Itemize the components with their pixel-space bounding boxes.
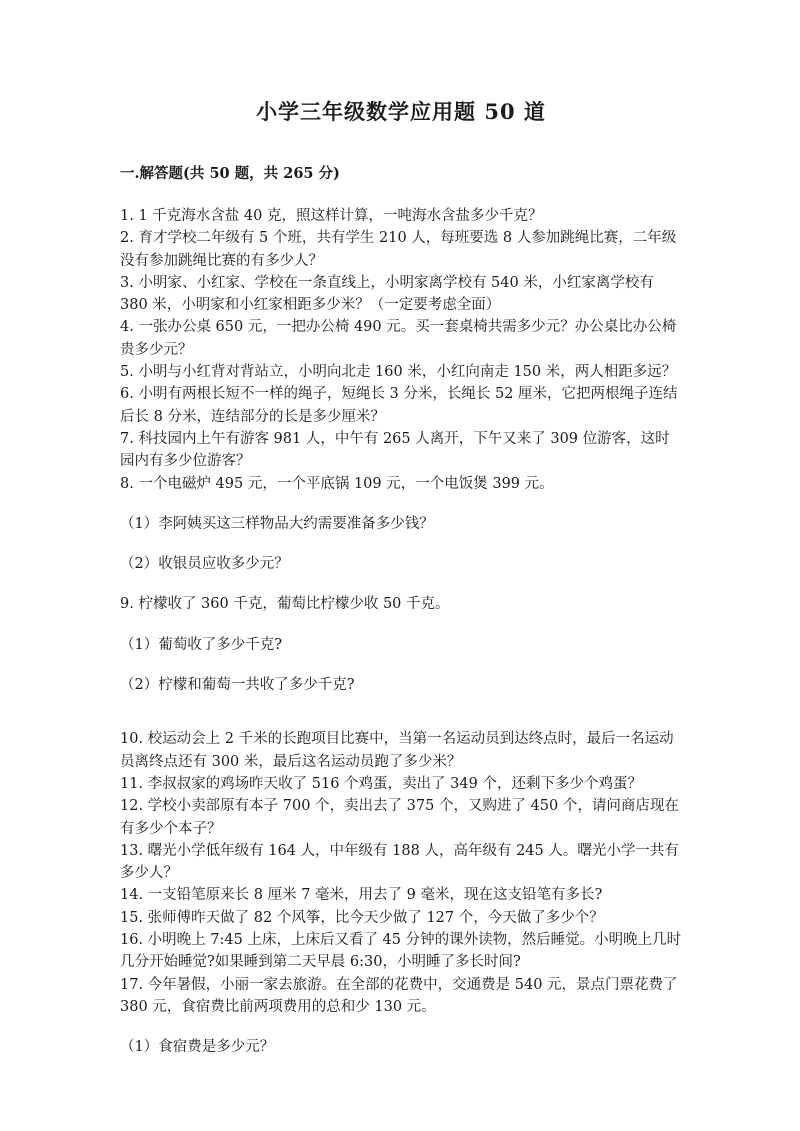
question-13: 13. 曙光小学低年级有 164 人，中年级有 188 人，高年级有 245 人。曙光小学一共有多少人？ <box>120 842 679 882</box>
question-9-part-1: （1）葡萄收了多少千克? <box>120 636 282 653</box>
question-5: 5. 小明与小红背对背站立，小明向北走 160 米，小红向南走 150 米，两人相距多远？ <box>120 364 677 381</box>
question-11: 11. 李叔叔家的鸡场昨天收了 516 个鸡蛋，卖出了 349 个，还剩下多少个鸡蛋？ <box>120 775 642 792</box>
question-16: 16. 小明晚上 7:45 上床，上床后又看了 45 分钟的课外读物，然后睡觉。小明晚上几时几分开始睡觉?如果睡到第二天早晨 6:30，小明睡了多长时间? <box>120 932 682 971</box>
question-10: 10. 校运动会上 2 千米的长跑项目比赛中，当第一名运动员到达终点时，最后一名运动员离终点还有 300 米，最后这名运动员跑了多少米？ <box>120 731 674 770</box>
question-1: 1. 1 千克海水含盐 40 克，照这样计算，一吨海水含盐多少千克？ <box>120 208 543 224</box>
question-8-part-1: （1）李阿姨买这三样物品大约需要准备多少钱？ <box>120 515 434 532</box>
section-heading: 一.解答题(共 50 题，共 265 分) <box>120 165 340 182</box>
question-12: 12. 学校小卖部原有本子 700 个，卖出去了 375 个，又购进了 450 个，请问商店现在有多少个本子？ <box>120 798 679 837</box>
question-15: 15. 张师傅昨天做了 82 个风筝，比今天少做了 127 个，今天做了多少个？ <box>120 909 604 926</box>
question-17-part-1: （1）食宿费是多少元？ <box>120 1039 275 1056</box>
question-8-part-2: （2）收银员应收多少元？ <box>120 556 289 573</box>
question-3: 3. 小明家、小红家、学校在一条直线上，小明家离学校有 540 米，小红家离学校有 380 米，小明家和小红家相距多少米？（一定要考虑全面） <box>120 274 654 314</box>
question-2: 2. 育才学校二年级有 5 个班，共有学生 210 人，每班要选 8 人参加跳绳比赛，二年级没有参加跳绳比赛的有多少人？ <box>120 230 677 269</box>
page-title: 小学三年级数学应用题 50 道 <box>256 99 546 124</box>
question-8: 8. 一个电磁炉 495 元，一个平底锅 109 元，一个电饭煲 399 元。 <box>120 475 554 492</box>
question-7: 7. 科技园内上午有游客 981 人，中午有 265 人离开，下午又来了 309 位游客，这时园内有多少位游客？ <box>120 430 670 470</box>
question-4: 4. 一张办公桌 650 元，一把办公椅 490 元。买一套桌椅共需多少元？办公桌比办公椅贵多少元？ <box>120 319 677 358</box>
question-9: 9. 柠檬收了 360 千克，葡萄比柠檬少收 50 千克。 <box>120 596 450 613</box>
question-6: 6. 小明有两根长短不一样的绳子，短绳长 3 分米，长绳长 52 厘米，它把两根绳子连结后长 8 分米，连结部分的长是多少厘米？ <box>120 386 678 425</box>
question-9-part-2: （2）柠檬和葡萄一共收了多少千克? <box>120 677 355 694</box>
question-14: 14. 一支铅笔原来长 8 厘米 7 毫米，用去了 9 毫米，现在这支铅笔有多长? <box>120 887 603 904</box>
question-17: 17. 今年暑假，小丽一家去旅游。在全部的花费中，交通费是 540 元，景点门票花费了 380 元，食宿费比前两项费用的总和少 130 元。 <box>120 976 678 1015</box>
